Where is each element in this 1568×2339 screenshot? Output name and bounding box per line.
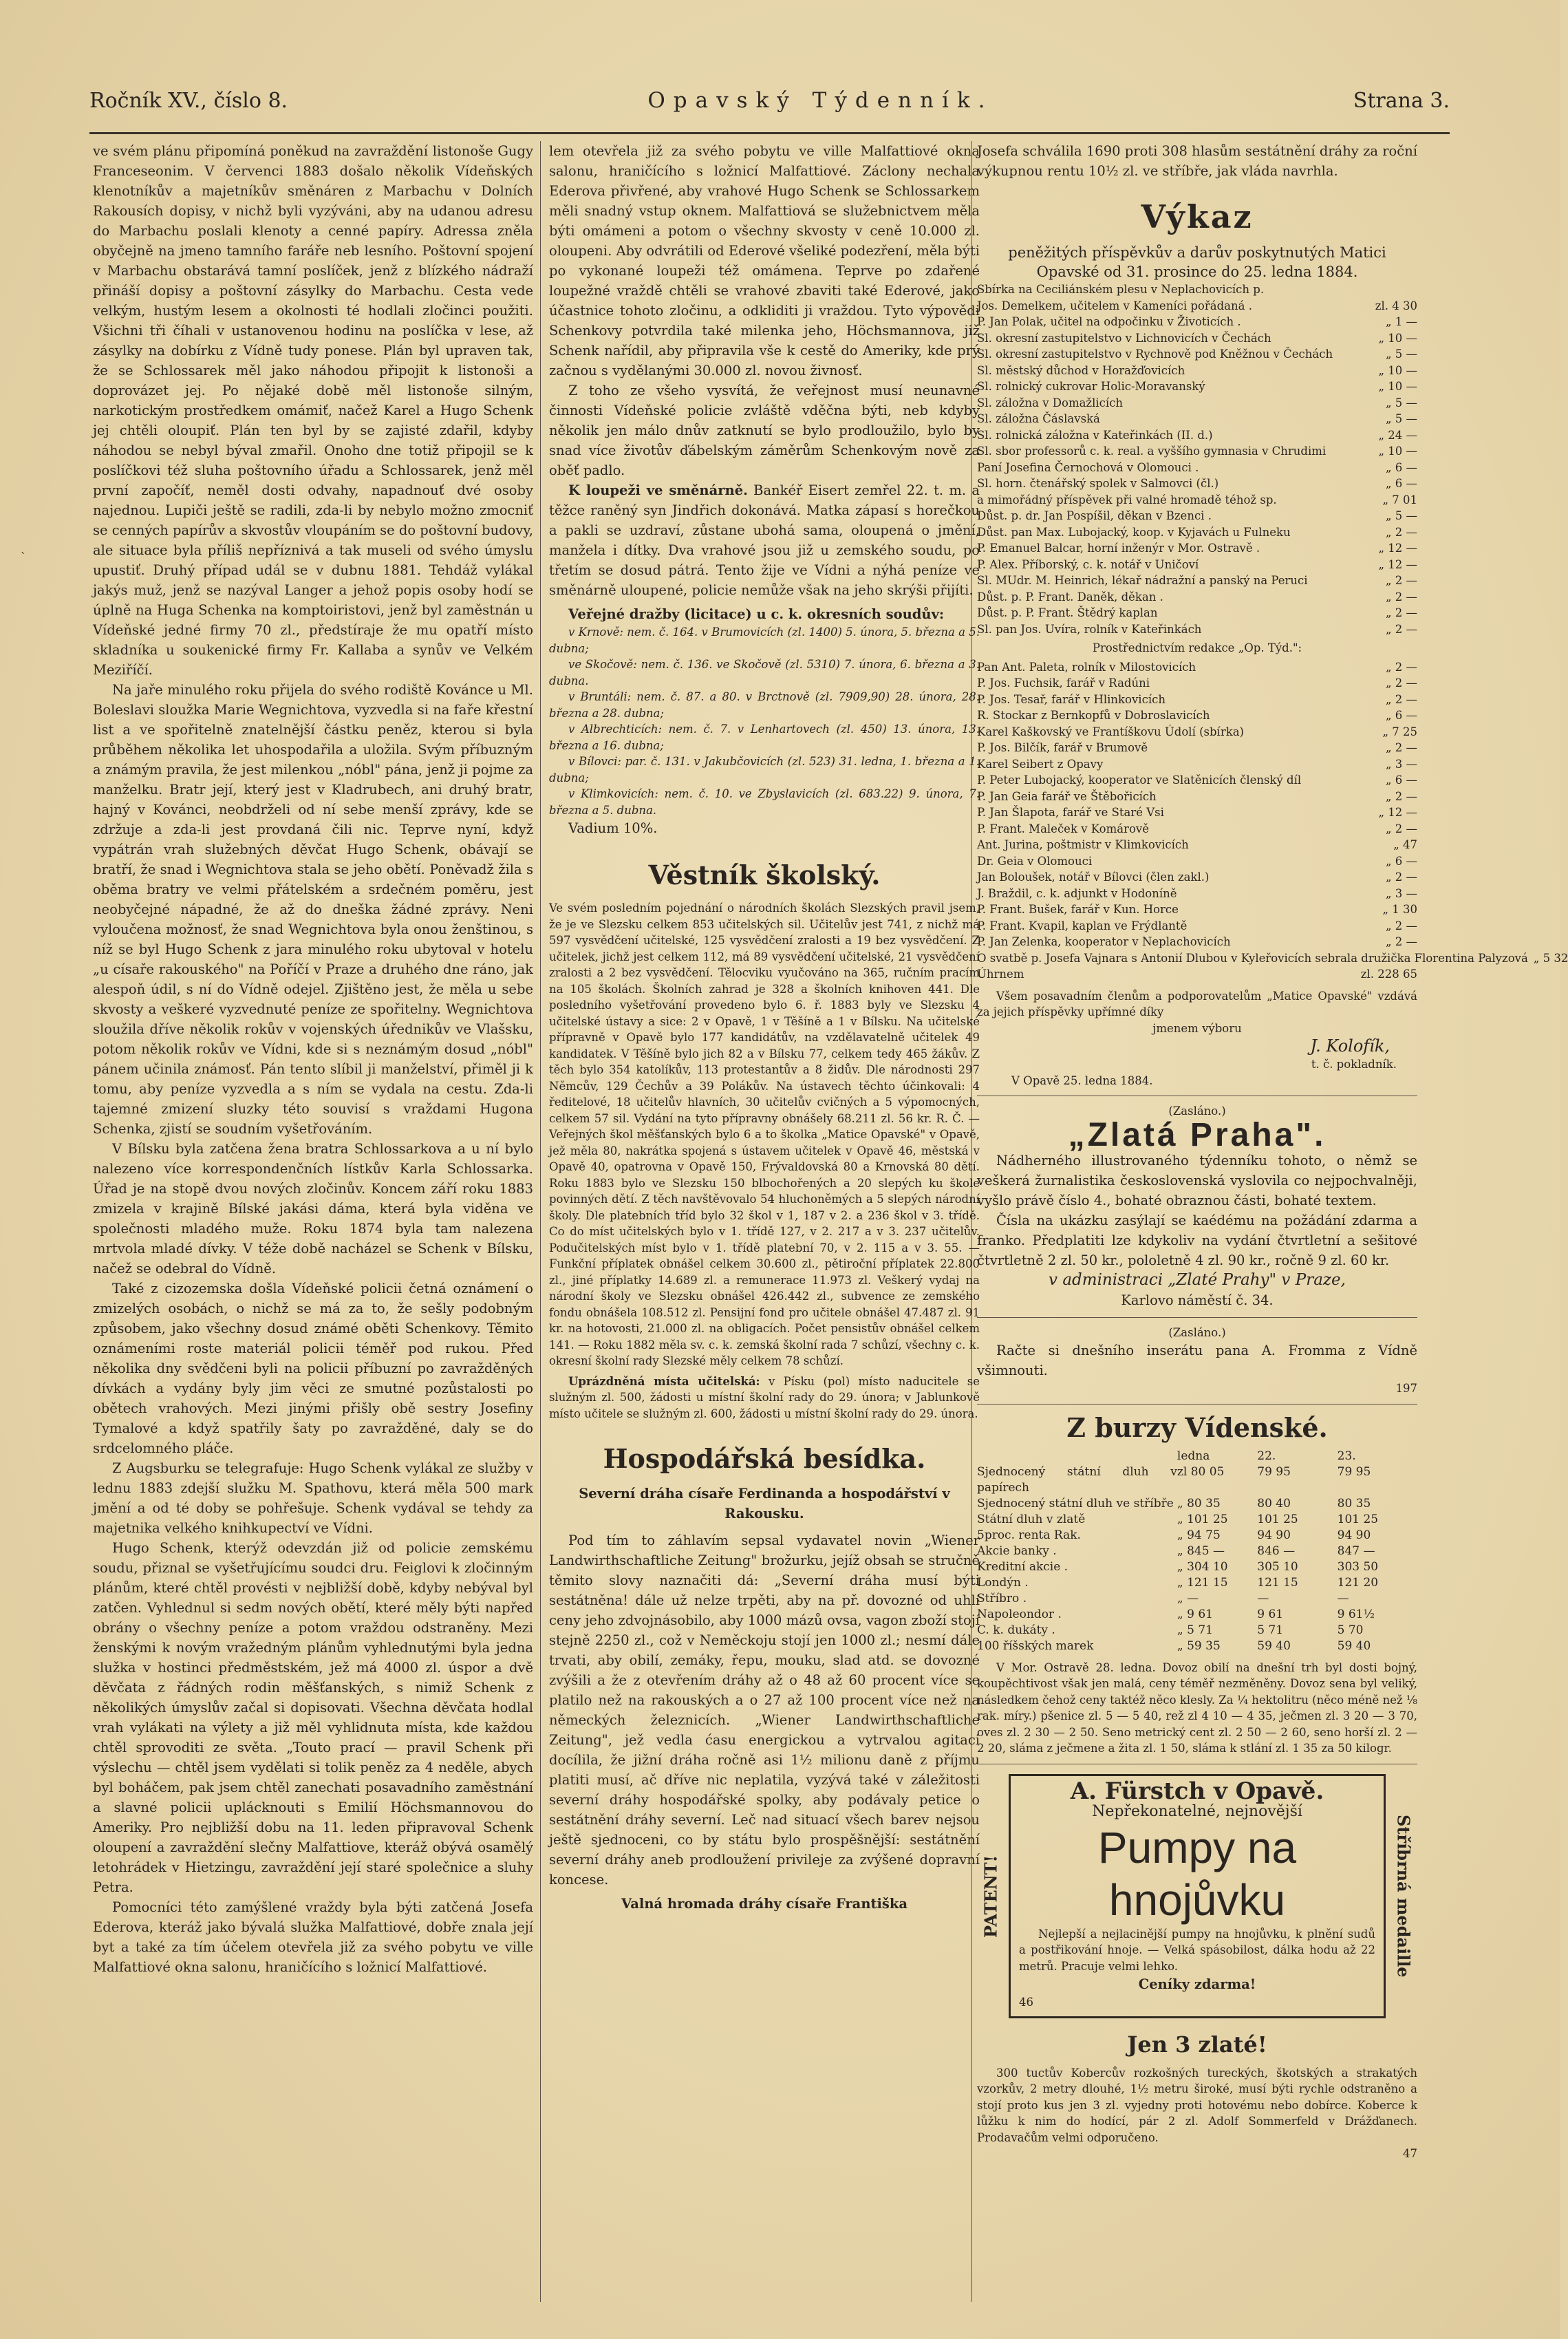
vykaz-name: Jos. Demelkem, učitelem v Kameníci pořádaná . bbox=[977, 299, 1252, 312]
vykaz-amount: „ 10 — bbox=[1378, 331, 1417, 345]
vykaz-row bbox=[977, 853, 1417, 870]
bourse-security: Kreditní akcie . bbox=[977, 1559, 1068, 1574]
auction-item: v Albrechticích: nem. č. 7. v Lenhartovech (zl. 450) 13. února, 13. března a 16. dubna; bbox=[549, 723, 980, 752]
vykaz-name: Ant. Jurina, poštmistr v Klimkovicích bbox=[977, 838, 1189, 851]
farm-heading: Hospodářská besídka. bbox=[603, 1443, 926, 1474]
vykaz-row bbox=[977, 675, 1417, 692]
vykaz-row bbox=[977, 966, 1417, 983]
carpet-ad-heading: Jen 3 zlaté! bbox=[1127, 2031, 1267, 2058]
carpet-ad-text: 300 tuctův Kobercův rozkošných tureckých, škotských a strakatých vzorkův, 2 metry dlouhé, 1½ metru široké, musí býti rychle odstraněno a stojí proto kus jen 3 zl. vyjedny proti hotovému nebo dobírce. Koberce k lůžku k nim do hodící, pár 2 zl. Adolf Sommerfeld v Drážďanech. Prodavačům velmi odporučeno. bbox=[977, 2066, 1417, 2144]
column-3 bbox=[977, 141, 1568, 2309]
article-paragraph: lem otevřela již za svého pobytu ve ville Malfattiové okna salonu, hraničícího s ložnicí Malfattiové. Záclony nechala Ederova přivřené, aby vrahové Hugo Schenk se Schlossarkem měli snadný vstup oknem. Malfattiová se služebnictvem měla býti omámeni a potom o všechny skvosty v ceně 10.000 zl. oloupeni. Aby odvrátili od Ederové všeliké podezření, měla býti po vykonané loupeži též omámena. Teprve po zdařené loupežné vraždě chtěli se vrahové zbaviti také Ederové, jako účastnice tohoto zločinu, a odkliditi ji vraždou. Tyto výpovědi Schenkovy potvrdila také milenka jeho, Höchsmannova, již Schenk nařídil, aby připravila vše k cestě do Ameriky, kde prý začnou s vydělanými 30.000 zl. novou živnosť. bbox=[549, 143, 980, 378]
ad-subtitle: Nepřekonatelné, nejnovější bbox=[1092, 1802, 1302, 1820]
vykaz-row bbox=[977, 557, 1417, 573]
vykaz-row bbox=[977, 540, 1417, 557]
ad-number: 46 bbox=[1019, 1996, 1033, 2009]
vykaz-name: Sl. MUdr. M. Heinrich, lékař nádražní a panský na Peruci bbox=[977, 574, 1308, 587]
vykaz-amount: „ 7 01 bbox=[1382, 493, 1417, 506]
robbery-text: Bankéř Eisert zemřel 22. t. m. a těžce raněný syn Jindřich dokonává. Matka zápasí s horečkou a pakli se uzdraví, zůstane ubohá sama, oloupená o jmění, manžela i dítky. Dva vrahové jsou již u zemského soudu, po třetím se dosud pátrá. Tento žije ve Vídni a nýhá peníze ve směnárně uloupené, policie nemůže však na jeho skrýši přijíti. bbox=[549, 482, 980, 598]
vykaz-amount: „ 3 — bbox=[1385, 757, 1417, 771]
vykaz-amount: „ 2 — bbox=[1385, 660, 1417, 674]
school-text: Ve svém posledním pojednání o národních školách Slezských pravil jsem, že je ve Slezsku celkem 853 učitelských sil. Učitelův jest 741, z nichž má 597 vysvědčení učitelské, 125 vysvědčení zralosti a 19 bez vysvědčení. Z učitelek, jichž jest celkem 112, má 89 vysvědčení učitelské, 21 vysvědčení zralosti a 2 bez vysvědčení. Tělocviku vyučováno na 365, ručním pracím na 105 školách. Školních zahrad je 328 a školních knihoven 441. Dle posledního vyšetřování provedeno bylo 6. ř. 1883 byly ve Slezsku 4 učitelské ústavy a sice: 2 v Opavě, 1 v Těšíně a 1 v Bílsku. Na učitelské přípravně v Opavě bylo 177 kandidátův, na vzdělavatelně učitelek 49 kandidatek. V Těšíně bylo jich 82 a v Bílsku 77, celkem tedy 465 žákův. Z těch bylo 354 katolíkův, 113 protestantův a 8 židův. Dle národnosti 297 Němcův, 129 Čechův a 39 Polákův. Na ústavech těchto účinkovali: 4 ředitelové, 18 učitelův hlavních, 30 učitelův cvičných a 5 výpomocných, celkem 57 sil. Vydání na tyto přípravny obnášely 68.211 zl. 56 kr. R. Č. — Veřejných škol měšťanských bylo 6 a to školka „Matice Opavské" v Opavě, jež měla 80, nakrátka spojená s ústavem učitelek v Opavě 46, městská v Opavě 40, opatrovna v Opavě 150, Frývaldovská 80 a Krnovská 80 dětí. Roku 1883 bylo ve Slezsku 150 blbochořených a 20 slepých ku škole povinných dětí. Z těch navštěvovalo 54 hluchoněmých a 5 slepých národní školy. Dle platebních tříd bylo 32 škol v 1, 187 v 2. a 236 škol v 3. třídě. Co do míst učitelských bylo v 1. třídě 127, v 2. 217 a v 3. 237 učitelův. Podučitelských míst bylo v 1. třídě platební 70, v 2. 115 a v 3. 55. — Funkční příplatek obnášel celkem 30.600 zl., pětiroční příplatek 22.800 zl., jiné příplatky 14.689 zl. a remunerace 11.973 zl. Veškerý vydaj na národní školy ve Slezsku obnášel 426.442 zl., subvence ze zemského fondu obnášela 108.512 zl. Pensijní fond pro učitele obnášel 47.487 zl. 91 kr. na hotovosti, 21.000 zl. na obligacích. Počet pensistův obnášel celkem 141. — Roku 1882 měla sv. c. k. zemská školní rada 7 schůzí, všechny c. k. okresní školní rady Slezské měly celkem 78 schůzí. bbox=[549, 901, 980, 1367]
auction-item: v Bílovci: par. č. 131. v Jakubčovicích (zl. 523) 31. ledna, 1. března a 1. dubna; bbox=[549, 755, 980, 784]
bourse-value: 121 15 bbox=[1257, 1575, 1298, 1590]
bourse-row bbox=[977, 1559, 1417, 1575]
vykaz-amount bbox=[1412, 281, 1417, 298]
bourse-row bbox=[977, 1623, 1417, 1638]
bourse-row bbox=[977, 1496, 1417, 1512]
vykaz-name: Sl. sbor professorů c. k. real. a vyššího gymnasia v Chrudimi bbox=[977, 445, 1327, 458]
bourse-value: 303 50 bbox=[1337, 1559, 1379, 1574]
bourse-security: Napoleondor . bbox=[977, 1607, 1062, 1621]
vykaz-name: Sl. záložna Čáslavská bbox=[977, 412, 1100, 425]
vykaz-name: Karel Kaškovský ve Frantíškovu Údolí (sbírka) bbox=[977, 725, 1244, 738]
bourse-row bbox=[977, 1607, 1417, 1623]
bourse-value: 5 71 bbox=[1257, 1623, 1284, 1637]
vykaz-amount: „ 2 — bbox=[1385, 741, 1417, 754]
divider bbox=[977, 1404, 1417, 1405]
vykaz-row bbox=[977, 869, 1417, 886]
vykaz-amount: „ 2 — bbox=[1385, 919, 1417, 932]
bourse-table bbox=[977, 1464, 1417, 1654]
vykaz-row bbox=[977, 707, 1417, 724]
vykaz-row bbox=[977, 314, 1417, 330]
vykaz-name: Sl. záložna v Domažlicích bbox=[977, 396, 1124, 409]
ad-side-label: Stříbrná medaille bbox=[1393, 1814, 1414, 1978]
bourse-header-row bbox=[977, 1449, 1417, 1464]
vykaz-row bbox=[977, 411, 1417, 427]
vykaz-amount: „ 2 — bbox=[1385, 574, 1417, 587]
vykaz-amount: „ 2 — bbox=[1385, 789, 1417, 803]
bourse-value: 80 35 bbox=[1337, 1496, 1371, 1510]
vykaz-row bbox=[977, 621, 1417, 638]
vykaz-row bbox=[977, 724, 1417, 740]
vacancies-text: v Písku (pol) místo naducitele se služným zl. 500, žádosti u místní školní rady do 29. února; v Jablunkově místo učitele se služným zl. 600, žádosti u místní školní rady do 29. února. bbox=[549, 1374, 980, 1420]
vykaz-amount: „ 2 — bbox=[1385, 822, 1417, 835]
divider bbox=[977, 1317, 1417, 1318]
vykaz-mid-heading: Prostřednictvím redakce „Op. Týd.": bbox=[1092, 641, 1302, 654]
vykaz-row bbox=[977, 804, 1417, 821]
vykaz-row bbox=[977, 886, 1417, 902]
vykaz-amount: „ 2 — bbox=[1385, 935, 1417, 948]
bourse-value: „ 59 35 bbox=[1177, 1638, 1221, 1653]
vykaz-amount: „ 1 — bbox=[1385, 315, 1417, 328]
vykaz-name: Důst. p. P. Frant. Daněk, děkan . bbox=[977, 590, 1163, 604]
bourse-value: „ 5 71 bbox=[1177, 1623, 1213, 1637]
vykaz-amount: „ 2 — bbox=[1385, 622, 1417, 636]
vykaz-row bbox=[977, 427, 1417, 444]
market-report: V Mor. Ostravě 28. ledna. Dovoz obilí na dnešní trh byl dosti bojný, koupěchtivost však jen malá, ceny téměř nezměněny. Dovoz sena byl veliký, následkem čehož ceny taktéž něco klesly. Za ¼ hektolitru (něco méně než ⅛ rak. míry.) pšenice zl. 5 — 5 40, rež zl 4 10 — 4 35, ječmen zl. 3 20 — 3 70, oves zl. 2 30 — 2 50. Seno metrický cent zl. 2 50 — 2 60, seno horší zl. 2 — 2 20, sláma z ječmene a žita zl. 1 50, sláma k stlání zl. 1 35 za 50 kilogr. bbox=[977, 1660, 1417, 1755]
bourse-value: 80 40 bbox=[1257, 1496, 1291, 1510]
vykaz-row bbox=[977, 918, 1417, 934]
vykaz-amount: „ 5 — bbox=[1385, 396, 1417, 409]
vykaz-amount: „ 6 — bbox=[1385, 854, 1417, 868]
vykaz-heading: Výkaz bbox=[1141, 198, 1254, 235]
bourse-row bbox=[977, 1591, 1417, 1607]
bourse-value: 101 25 bbox=[1257, 1512, 1298, 1526]
bourse-value: — bbox=[1257, 1591, 1269, 1605]
vykaz-name: J. Braždil, c. k. adjunkt v Hodoníně bbox=[977, 886, 1177, 900]
article-paragraph: Z toho ze všeho vysvítá, že veřejnost musí neunavné činnosti Vídeňské policie zvláště vděčna býti, neb kdyby několik jen málo dnův zatknutí se bylo prodloužilo, bylo by snad více životův ďábelským záměrům Schenkovým nově za oběť padlo. bbox=[549, 383, 980, 478]
bourse-value: — bbox=[1337, 1591, 1349, 1605]
vykaz-amount: „ 2 — bbox=[1385, 692, 1417, 706]
zaslano-label: (Zasláno.) bbox=[1168, 1104, 1226, 1118]
vykaz-row bbox=[977, 395, 1417, 412]
vykaz-board: jmenem výboru bbox=[1152, 1021, 1242, 1035]
vykaz-name: Důst. p. dr. Jan Pospíšil, děkan v Bzenci . bbox=[977, 509, 1212, 522]
vadium-text: Vadium 10%. bbox=[568, 820, 658, 836]
vykaz-amount: „ 6 — bbox=[1385, 709, 1417, 722]
vykaz-amount: „ 5 — bbox=[1385, 348, 1417, 361]
vykaz-amount: „ 2 — bbox=[1385, 606, 1417, 619]
vykaz-name: P. Frant. Bušek, farář v Kun. Horce bbox=[977, 903, 1179, 916]
bourse-value: „ 80 35 bbox=[1177, 1496, 1221, 1510]
vykaz-amount: „ 5 — bbox=[1385, 412, 1417, 425]
bourse-security: C. k. dukáty . bbox=[977, 1623, 1055, 1637]
vykaz-amount: „ 10 — bbox=[1378, 445, 1417, 458]
auction-list bbox=[549, 624, 980, 818]
vykaz-subheading: peněžitých příspěvkův a darův poskytnutých Matici Opavské od 31. prosince do 25. ledna 1884. bbox=[1008, 244, 1386, 280]
vykaz-amount: „ 2 — bbox=[1385, 525, 1417, 539]
vykaz-row bbox=[977, 772, 1417, 789]
column-1 bbox=[93, 141, 533, 2309]
vykaz-name: P. Jan Polak, učitel na odpočinku v Životicích . bbox=[977, 315, 1241, 328]
article-paragraph: Z Augsburku se telegrafuje: Hugo Schenk vylákal ze služby v lednu 1883 zdejší služku M. Spathovu, která měla 500 mark jmění a od té doby se pohřešuje. Schenk vydával se tehdy za majetnika velkého knihkupectví ve Vídni. bbox=[93, 1460, 533, 1536]
vykaz-name: P. Frant. Maleček v Komárově bbox=[977, 822, 1149, 835]
column-divider bbox=[540, 141, 541, 2302]
bourse-col: 23. bbox=[1337, 1449, 1356, 1463]
bourse-security: 100 říšských marek bbox=[977, 1638, 1094, 1653]
farm-text: Pod tím to záhlavím sepsal vydavatel novin „Wiener Landwirthschaftliche Zeitung" brožurku, jejíž obsah se stručně těmito slovy naznačiti dá: „Severní dráha musí býti sestátněna! dále už nelze trpěti, aby na př. dovozné od uhlí ceny jeho zdvojnásobilo, aby 1000 mázů ovsa, vagon zboží stojí stejně 2250 zl., což v Neměckoju stojí jen 1000 zl.; nesmí dále trvati, aby obilí, zemáky, řepu, mouku, slad atd. se dovozné zvýšili a že z otevřením dráhy až o 48 až 60 procent více se platilo než na rakouských a o 27 až 100 procent více než na německých železnicích. „Wiener Landwirthschaftliche Zeitung", jež vedla ćasu energickou a vytrvalou agitaci docílila, že jižní dráha ročně asi 1½ milionu daně z příjmu platiti musí, ač dříve nic neplatila, vyzývá také v záležitosti severní dráhy hospodářské spolky, aby podávaly petice o sestátnění dráhy severní. Leč nad situací všech barev nejsou ještě sjednoceni, co by státu bylo prospěšnější: sestátnění severní dráhy aneb prodloužení privileje za zvýšené dopravní koncese. bbox=[549, 1532, 980, 1888]
vykaz-amount: „ 5 — bbox=[1385, 509, 1417, 522]
vykaz-amount: „ 2 — bbox=[1385, 676, 1417, 690]
vykaz-row bbox=[977, 821, 1417, 837]
vykaz-row bbox=[977, 756, 1417, 773]
vykaz-name: Důst. p. P. Frant. Štědrý kaplan bbox=[977, 606, 1158, 619]
bourse-row bbox=[977, 1638, 1417, 1654]
bourse-col: 22. bbox=[1257, 1449, 1276, 1463]
ad-side-label: PATENT! bbox=[980, 1854, 1001, 1938]
column-2 bbox=[549, 141, 980, 2309]
page-header bbox=[89, 88, 1450, 129]
bourse-value: 79 95 bbox=[1337, 1464, 1371, 1479]
intro-text: Josefa schválila 1690 proti 308 hlasům sestátnění dráhy za roční výkupnou rentu 10½ zl. ve stříbře, jak vláda navrhla. bbox=[977, 143, 1417, 179]
bourse-value: „ 121 15 bbox=[1177, 1575, 1228, 1590]
vykaz-name: Sl. okresní zastupitelstvo v Rychnově pod Kněžnou v Čechách bbox=[977, 348, 1333, 361]
bourse-security: Státní dluh v zlatě bbox=[977, 1512, 1086, 1526]
zlata-praha-text: Nádherného illustrovaného týdenníku tohoto, o němž se veškerá žurnalistika československá vyslovila co nejpochvalněji, vyšlo právě číslo 4., bohaté obraznou části, bohaté textem. bbox=[977, 1152, 1417, 1208]
auction-item: v Krnově: nem. č. 164. v Brumovicích (zl. 1400) 5. února, 5. března a 5. dubna; bbox=[549, 626, 980, 655]
vykaz-name: Sl. rolnický cukrovar Holic-Moravanský bbox=[977, 380, 1205, 393]
bourse-value: 846 — bbox=[1257, 1544, 1296, 1558]
vykaz-amount: „ 6 — bbox=[1385, 773, 1417, 787]
bourse-value: 94 90 bbox=[1337, 1528, 1371, 1542]
ad-title: A. Fürstch v Opavě. bbox=[1070, 1777, 1324, 1805]
article-paragraph: ve svém plánu připomíná poněkud na zavraždění listonoše Gugy Franceseonim. V červenci 1883 došalo několik Vídeňských klenotníkův a majetníkův směnáren z Marbachu v Dolních Rakousích dopisy, v nichž byli vyzýváni, aby na udanou adresu do Marbachu poslali klenoty a cenné papíry. Adressa zněla obyčejně na jmeno tamního faráře neb lesního. Poštovní spojení v Marbachu obstarává tamní poslíček, jenž z blízkého nádraží přináší dopisy a poštovní zásylky do Marbachu. Cesta vede velkým, hustým lesem a okolnosti té hodlali zločinci použiti. Všichni tři číhali v ustanovenou hodinu na poslíčka v lese, až zásylky na dobírku z Vídně tudy ponese. Plán byl upraven tak, že se Schlossarek měl jako náhodou připojit k listonoši a doprovázet jej. Po nějaké době měl listonoše silným, narkotickým prostředkem omámiť, načež Karel a Hugo Schenk jej chtěli oloupiť. Plán ten byl by se zajisté zdařil, kdyby náhodou se nebyl býval zmařil. Onoho dne totiž připojil se k poslíčkovi též sluha poštovního úřadu a Schlossarek, jenž měl první započíť, neměl dosti odvahy, napadnouť dvé osoby najednou. Lupiči ještě se radili, zda-li by nebylo možno zmocniť se cenných papírův a skvostův vloupáním se do poštovní budovy, ale situace byla příliš nepříznivá a tak museli od svého úmyslu upustiť. Druhý případ udál se v dubnu 1881. Tehdáž vylákal jakýs muž, jenž se nazýval Langer a jehož popis osoby hodí se úplně na Huga Schenka na komptoiristovi, jenž byl zaměstnán u Vídeňské jedné firmy 70 zl., předstíraje že mu opatří místo skladníka u soukenické firmy Fr. Kallaba a synův ve Velkém Meziříčí. bbox=[93, 143, 533, 678]
farm-subheading: Severní dráha císaře Ferdinanda a hospodářství v Rakousku. bbox=[579, 1486, 950, 1521]
auction-item: v Klimkovicích: nem. č. 10. ve Zbyslavicích (zl. 683.22) 9. února, 7. března a 5. dubna. bbox=[549, 787, 980, 817]
vykaz-name: Sbírka na Ceciliánském plesu v Neplachovicích p. bbox=[977, 283, 1265, 296]
bourse-value: 59 40 bbox=[1257, 1638, 1291, 1653]
vykaz-row bbox=[977, 901, 1417, 918]
bourse-value: 79 95 bbox=[1257, 1464, 1291, 1479]
vykaz-row bbox=[977, 692, 1417, 708]
bourse-value: 9 61 bbox=[1257, 1607, 1284, 1621]
vykaz-name: Sl. horn. čtenářský spolek v Salmovci (čl.) bbox=[977, 477, 1219, 490]
header-title: Opavský Týdenník. bbox=[647, 88, 994, 113]
vykaz-name: P. Jos. Bilčík, farář v Brumově bbox=[977, 741, 1148, 754]
article-paragraph: Také z cizozemska došla Vídeňské policii četná oznámení o zmizelých osobách, o nichž se má za to, že sešly podobným způsobem, jako všechny dosud známé oběti Schenkovy. Těmito oznámeními roste materiál policii téměř pod rukou. Před několika dny svědčeni byli na policii příbuzní po zavražděných dívkách a vydány byly jim věci ze smutné pozůstalosti po obětech vrahových. Mezi jinými přišly obě sestry Josefiny Tymalové a když spatřily šaty po zavražděné, daly se do srdcelomného pláče. bbox=[93, 1281, 533, 1456]
vykaz-row bbox=[977, 740, 1417, 756]
bourse-row bbox=[977, 1464, 1417, 1496]
vykaz-row bbox=[977, 346, 1417, 363]
vykaz-amount: „ 12 — bbox=[1378, 542, 1417, 555]
bourse-security: Akcie banky . bbox=[977, 1544, 1057, 1558]
vykaz-amount: „ 3 — bbox=[1385, 886, 1417, 900]
ad-price-list: Ceníky zdarma! bbox=[1138, 1976, 1256, 1992]
pump-advertisement bbox=[980, 1774, 1414, 2018]
vykaz-name: P. Jos. Fuchsik, farář v Radúni bbox=[977, 676, 1150, 690]
vykaz-signature-title: t. č. pokladník. bbox=[1311, 1058, 1397, 1071]
vykaz-name: a mimořádný příspěvek při valné hromadě téhož sp. bbox=[977, 493, 1277, 506]
vykaz-row bbox=[977, 476, 1417, 492]
zlata-praha-address: Karlovo náměstí č. 34. bbox=[1121, 1292, 1274, 1308]
zlata-praha-title: „Zlatá Praha". bbox=[1068, 1116, 1327, 1153]
bourse-security: Stříbro . bbox=[977, 1591, 1027, 1605]
vykaz-list bbox=[977, 281, 1417, 637]
vykaz-row bbox=[977, 605, 1417, 621]
vykaz-name: Sl. pan Jos. Uvíra, rolník v Kateřinkách bbox=[977, 622, 1202, 636]
vykaz-row bbox=[977, 443, 1417, 460]
vykaz-place: V Opavě 25. ledna 1884. bbox=[1011, 1074, 1153, 1087]
bourse-security: Londýn . bbox=[977, 1575, 1029, 1590]
vykaz-row bbox=[977, 524, 1417, 541]
bourse-value: 9 61½ bbox=[1337, 1607, 1375, 1621]
vykaz-amount: „ 1 30 bbox=[1382, 903, 1417, 916]
zlata-praha-text-2: Čísla na ukázku zasýlají se kaédému na požádání zdarma a franko. Předplatiti lze kdykoliv na vydání čtvrtletní a sešitové čtvrtletně 2 zl. 50 kr., pololetně 4 zl. 90 kr., ročně 9 zl. 60 kr. bbox=[977, 1212, 1417, 1268]
vykaz-row bbox=[977, 281, 1417, 298]
vykaz-name: Sl. rolnická záložna v Kateřinkách (II. d.) bbox=[977, 428, 1213, 442]
vykaz-name: Jan Boloušek, notář v Bílovci (člen zakl.) bbox=[977, 871, 1210, 884]
ad-headline: Pumpy na hnojůvku bbox=[1097, 1822, 1297, 1925]
school-heading: Věstník školský. bbox=[648, 859, 881, 890]
vykaz-row bbox=[977, 837, 1417, 853]
auction-item: ve Skočově: nem. č. 136. ve Skočově (zl. 5310) 7. února, 6. března a 3. dubna. bbox=[549, 658, 980, 687]
vykaz-signature: J. Kolofík, bbox=[1310, 1036, 1390, 1056]
vykaz-amount: „ 12 — bbox=[1378, 557, 1417, 571]
vykaz-row bbox=[977, 573, 1417, 589]
fromm-text: Račte si dnešního inserátu pana A. Fromma z Vídně všimnouti. bbox=[977, 1343, 1417, 1378]
vykaz-amount: zl. 4 30 bbox=[1375, 299, 1417, 312]
bourse-value: „ 845 — bbox=[1177, 1544, 1225, 1558]
vykaz-amount: „ 6 — bbox=[1385, 460, 1417, 474]
vykaz-amount: „ 5 32 bbox=[1533, 951, 1568, 965]
carpet-ad-number: 47 bbox=[1403, 2147, 1417, 2160]
vykaz-name: P. Jan Zelenka, kooperator v Neplachovicích bbox=[977, 935, 1231, 948]
vykaz-name: P. Peter Lubojacký, kooperator ve Slatěnicích členský díl bbox=[977, 773, 1302, 787]
vykaz-row bbox=[977, 659, 1417, 676]
vykaz-name: Sl. okresní zastupitelstvo v Lichnovicích v Čechách bbox=[977, 331, 1271, 345]
vykaz-name: Pan Ant. Paleta, rolník v Milostovicích bbox=[977, 660, 1196, 674]
vykaz-amount: zl. 228 65 bbox=[1360, 968, 1417, 981]
vykaz-row bbox=[977, 460, 1417, 476]
ad-text: Nejlepší a nejlacinější pumpy na hnojůvku, k plnění sudů a postřikování hnoje. — Velká spásobilost, dálka hodu až 22 metrů. Pracuje velmi lehko. bbox=[1019, 1927, 1375, 1973]
margin-mark: ` bbox=[21, 551, 26, 564]
bourse-value: 101 25 bbox=[1337, 1512, 1379, 1526]
vykaz-name: P. Alex. Příborský, c. k. notář v Uničoví bbox=[977, 557, 1199, 571]
zaslano-label: (Zasláno.) bbox=[1168, 1325, 1226, 1339]
vykaz-name: P. Emanuel Balcar, horní inženýr v Mor. Ostravě . bbox=[977, 542, 1260, 555]
fromm-number: 197 bbox=[1395, 1382, 1417, 1395]
vykaz-list-2 bbox=[977, 659, 1568, 983]
vykaz-name: Dr. Geia v Olomouci bbox=[977, 854, 1093, 868]
bourse-row bbox=[977, 1544, 1417, 1559]
header-issue: Ročník XV., číslo 8. bbox=[89, 89, 288, 113]
vykaz-amount: „ 2 — bbox=[1385, 590, 1417, 604]
bourse-col: ledna bbox=[1177, 1449, 1210, 1463]
vykaz-amount: „ 10 — bbox=[1378, 380, 1417, 393]
vykaz-row bbox=[977, 589, 1417, 606]
robbery-heading: K loupeži ve směnárně. bbox=[568, 482, 748, 498]
vykaz-amount: „ 24 — bbox=[1378, 428, 1417, 442]
vykaz-name: Paní Josefina Černochová v Olomouci . bbox=[977, 460, 1199, 474]
article-paragraph: V Bílsku byla zatčena žena bratra Schlossarkova a u ní bylo nalezeno více korrespondenčních lístkův Karla Schlossarka. Úřad je na stopě dvou nových zločinův. Koncem září roku 1883 zmizela v krajině Bílské jakási dáma, která byla viděna ve společnosti mladého muže. Roku 1874 byla tam nalezena mrtvola mladé dívky. V téže době nacházel se Schenk v Bílsku, načež se odebral do Vídně. bbox=[93, 1141, 533, 1277]
article-paragraph: Na jaře minulého roku přijela do svého rodiště Kovánce u Ml. Boleslavi sloužka Marie Wegnichtova, vyzvedla si na faře křestní list a ve spořitelně znatelnější částku peněz, kterou si byla průběhem několika let uhospodařila a uložila. Svým příbuzným a známým pravila, že jest milenkou „nóbl" pána, jenž ji pojme za manželku. Bratr její, který jest v Kladrubech, ani druhý bratr, hajný v Kovánci, neobdrželi od ní sebe menší zprávy, kde se zdržuje a zda-li jest provdaná čili nic. Teprve nyní, když vypátrán vrah služebných děvčat Hugo Schenk, obávají se bratří, že snad i Wegnichtova stala se jeho obětí. Poněvadž žila s oběma bratry ve velmi přátelském a srdečném poměru, jest neobyčejné nápadné, že až do dneška žádné zprávy. Neni vyloučena možnosť, že snad Wegnichtova byla onou ženštinou, s níž se byl Hugo Schenk z jara minulého roku ubytoval v hotelu „u císaře rakouského" na Poříčí v Praze a druhého dne ráno, jak alespoň údil, s ní do Vídně odejel. Zjištěno jest, že měla u sebe skvosty a veškeré vyzvednuté peníze ze spořitelny. Wegnichtova sloužila dříve několik rokův v vojenských úřednikův ve Vlašsku, potom několik rokův ve Vídni, kde si s neznámým dosud „nóbl" pánem učinila známosť. Pán tento slíbil ji manželství, přiměl ji k tomu, aby peníze vyzvedla a s ním se vydala na cestu. Zda-li tajemné zmizení sluzky této souvisí s vraždami Hugona Schenka, zjistí se soudním vyšetřováním. bbox=[93, 682, 533, 1137]
bourse-value: 94 90 bbox=[1257, 1528, 1291, 1542]
article-paragraph: Pomocníci této zamýšlené vraždy byla býti zatčená Josefa Ederova, kteráž jako bývalá služka Malfattiové, dobře znala její byt a také za tím účelem otevřela již za svého pobytu ve ville Malfattiové okna salonu, hraničícího s ložnicí Malfattiové. bbox=[93, 1899, 533, 1975]
vykaz-row bbox=[977, 950, 1568, 967]
bourse-value: „ — bbox=[1177, 1591, 1199, 1605]
bourse-value: „ 101 25 bbox=[1177, 1512, 1228, 1526]
header-rule bbox=[89, 132, 1450, 134]
vykaz-row bbox=[977, 492, 1417, 509]
bourse-row bbox=[977, 1575, 1417, 1591]
vykaz-name: P. Jan Geia farář ve Štěbořicích bbox=[977, 789, 1157, 803]
article-paragraph: Hugo Schenk, kterýž odevzdán již od policie zemskému soudu, přiznal se vyšetřujícímu soudci dru. Feiglovi k zločinným plánům, které chtěl provésti v nejbližší době, kdyby nebýval byl zatčen. Vyhlednul si sedm nových obětí, které měly býti napřed obrány o všechny peníze a potom vraždou odstraněny. Mezi ženskými k novým vražedným plánům vyhlednutými byla jedna služka v hostinci předměstském, jež má 4000 zl. úspor a dvě děvčata z řádných rodin měšťanských, s nimiž Schenk z několikých úmyslův začal si dopisovati. Všechna děvčata hodlal vrah vylákati na výlety a již měl vyhlidnuta místa, kde každou chtěl sprovoditi ze světa. „Touto prací — pravil Schenk při výslechu — chtěl jsem vydělati si tolik peněz za 4 neděle, abych byl boháčem, pak jsem chtěl zanechati posavadního zaměstnání a slavné policii uplácknouti s Emilií Höchsmannovou do Ameriky. Pro nejbližší dobu na 11. leden připravoval Schenk oloupení a zavraždění slečny Malfattiove, kteráž obývá osamělý letohrádek v Hietzingu, zavraždění její staré společnice a sluhy Petra. bbox=[93, 1540, 533, 1895]
bourse-value: 59 40 bbox=[1337, 1638, 1371, 1653]
auction-heading: Veřejné dražby (licitace) u c. k. okresních soudův: bbox=[568, 606, 945, 622]
header-page: Strana 3. bbox=[1353, 89, 1450, 113]
vykaz-name: Karel Seibert z Opavy bbox=[977, 757, 1104, 771]
vykaz-name: Sl. městský důchod v Horažďovicích bbox=[977, 363, 1185, 377]
vykaz-name: P. Frant. Kvapil, kaplan ve Frýdlantě bbox=[977, 919, 1188, 932]
vykaz-name: Důst. pan Max. Lubojacký, koop. v Kyjavách u Fulneku bbox=[977, 525, 1291, 539]
bourse-value: „ 94 75 bbox=[1177, 1528, 1221, 1542]
vykaz-amount: „ 47 bbox=[1393, 838, 1417, 851]
bourse-security: 5proc. renta Rak. bbox=[977, 1528, 1081, 1542]
bourse-security: Sjednocený státní dluh ve stříbře bbox=[977, 1496, 1174, 1510]
bourse-value: 305 10 bbox=[1257, 1559, 1298, 1574]
vykaz-amount: „ 12 — bbox=[1378, 806, 1417, 819]
vykaz-row bbox=[977, 363, 1417, 379]
zlata-praha-admin: v administraci „Zlaté Prahy" v Praze, bbox=[1049, 1270, 1346, 1289]
vykaz-name: P. Jos. Tesař, farář v Hlinkovicích bbox=[977, 692, 1166, 706]
bourse-row bbox=[977, 1528, 1417, 1544]
bourse-value: „ 304 10 bbox=[1177, 1559, 1228, 1574]
farm-last-heading: Valná hromada dráhy císaře Františka bbox=[621, 1896, 908, 1912]
vykaz-row bbox=[977, 789, 1417, 805]
bourse-value: zl 80 05 bbox=[1177, 1464, 1225, 1479]
vykaz-name: P. Jan Šlapota, farář ve Staré Vsi bbox=[977, 806, 1164, 819]
vykaz-amount: „ 7 25 bbox=[1382, 725, 1417, 738]
vykaz-amount: „ 10 — bbox=[1378, 363, 1417, 377]
bourse-heading: Z burzy Vídenské. bbox=[1066, 1411, 1328, 1443]
vykaz-amount: „ 6 — bbox=[1385, 477, 1417, 490]
vykaz-thanks: Všem posavadním členům a podporovatelům „Matice Opavské" vzdává za jejich příspěvky upřímné díky bbox=[977, 989, 1417, 1018]
vykaz-row bbox=[977, 934, 1417, 950]
vacancies-heading: Uprázdněná místa učitelská: bbox=[568, 1374, 760, 1388]
vykaz-row bbox=[977, 508, 1417, 524]
bourse-security: Sjednocený státní dluh v papírech bbox=[977, 1464, 1177, 1495]
vykaz-row bbox=[977, 378, 1417, 395]
vykaz-name: R. Stockar z Bernkopfů v Dobroslavicích bbox=[977, 709, 1210, 722]
bourse-value: 847 — bbox=[1337, 1544, 1375, 1558]
bourse-value: „ 9 61 bbox=[1177, 1607, 1213, 1621]
vykaz-row bbox=[977, 330, 1417, 347]
vykaz-name: O svatbě p. Josefa Vajnara s Antonií Dlubou v Kyleřovicích sebrala družička Florentina Palyzová bbox=[977, 951, 1528, 965]
vykaz-row bbox=[977, 298, 1417, 314]
vykaz-name: Úhrnem bbox=[977, 968, 1024, 981]
bourse-value: 121 20 bbox=[1337, 1575, 1379, 1590]
bourse-value: 5 70 bbox=[1337, 1623, 1364, 1637]
auction-item: v Bruntáli: nem. č. 87. a 80. v Brctnově (zl. 7909,90) 28. února, 28. března a 28. dubna; bbox=[549, 690, 980, 720]
vykaz-amount: „ 2 — bbox=[1385, 871, 1417, 884]
bourse-row bbox=[977, 1512, 1417, 1528]
